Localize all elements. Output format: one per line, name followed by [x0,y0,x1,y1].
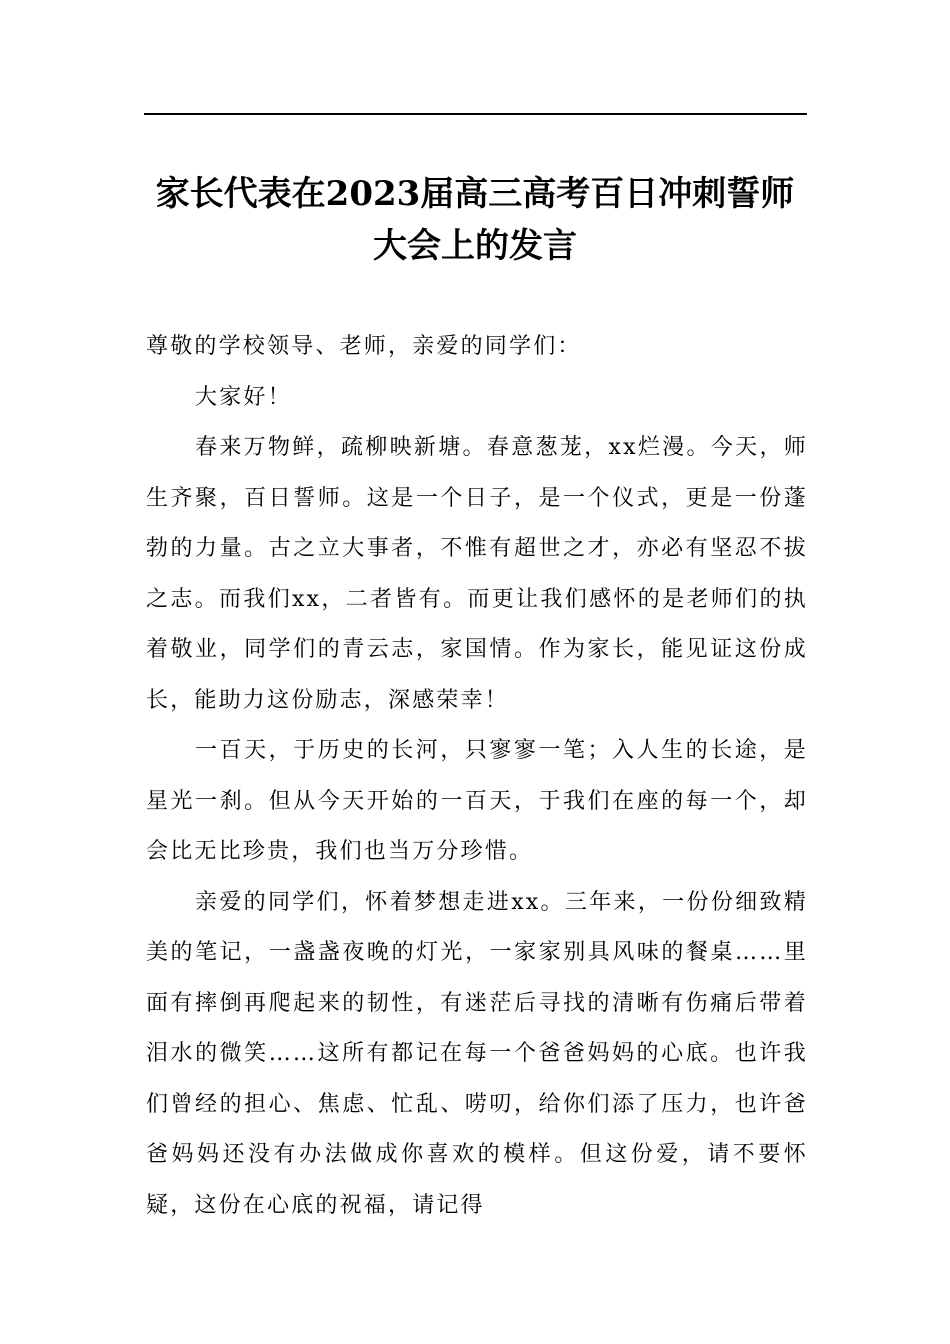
title-line-2: 大会上的发言 [373,226,577,266]
document-body [146,322,808,1231]
document-title [110,168,840,272]
header-rule [144,113,807,115]
paragraph-dear-students: 亲爱的同学们，怀着梦想走进xx。三年来，一份份细致精美的笔记，一盏盏夜晚的灯光，一家家别具风味的餐桌……里面有摔倒再爬起来的韧性，有迷茫后寻找的清晰有伤痛后带着泪水的微笑……这所有都记在每一个爸爸妈妈的心底。也许我们曾经的担心、焦虑、忙乱、唠叨，给你们添了压力，也许爸爸妈妈还没有办法做成你喜欢的模样。但这份爱，请不要怀疑，这份在心底的祝福，请记得 [146,889,808,1218]
paragraph-hundred-days: 一百天，于历史的长河，只寥寥一笔；入人生的长途，是星光一刹。但从今天开始的一百天，于我们在座的每一个，却会比无比珍贵，我们也当万分珍惜。 [146,738,808,864]
salutation: 尊敬的学校领导、老师，亲爱的同学们： [146,334,582,359]
title-line-1: 家长代表在2023届高三高考百日冲刺誓师 [155,174,795,214]
paragraph-spring: 春来万物鲜，疏柳映新塘。春意葱茏，xx烂漫。今天，师生齐聚，百日誓师。这是一个日子，是一个仪式，更是一份蓬勃的力量。古之立大事者，不惟有超世之才，亦必有坚忍不拔之志。而我们xx，二者皆有。而更让我们感怀的是老师们的执着敬业，同学们的青云志，家国情。作为家长，能见证这份成长，能助力这份励志，深感荣幸！ [146,435,808,713]
paragraph-greeting: 大家好！ [195,384,292,410]
